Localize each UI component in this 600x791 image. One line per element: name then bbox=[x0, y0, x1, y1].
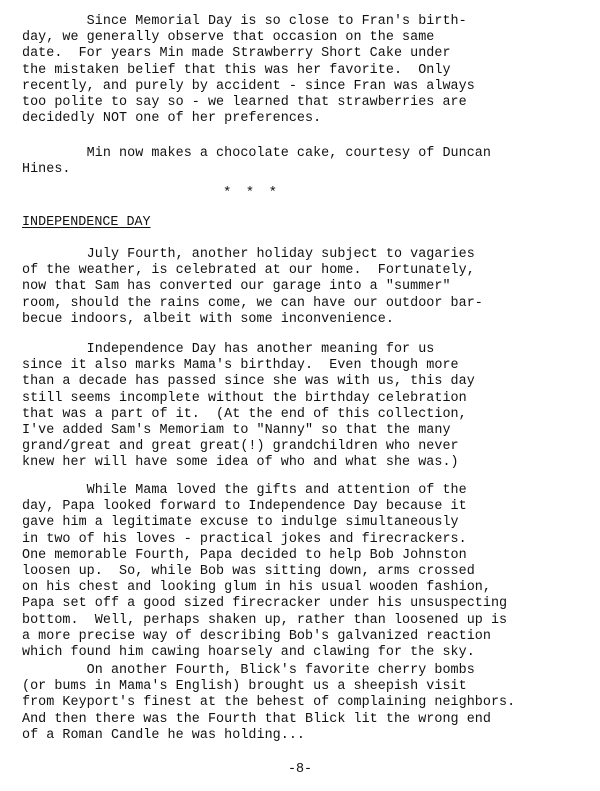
section-heading: INDEPENDENCE DAY bbox=[22, 215, 151, 230]
paragraph-chocolate-cake: Min now makes a chocolate cake, courtesy of Duncan Hines. bbox=[22, 146, 491, 178]
paragraph-cherry-bombs: On another Fourth, Blick's favorite cherry bombs (or bums in Mama's English) brought us a sheepish visit from Keyport's finest at the behest of complaining neighbors. And then there was the Fourth that Blick lit the wrong end of a Roman Candle he was holding... bbox=[22, 663, 516, 743]
paragraph-mamas-birthday: Independence Day has another meaning for us since it also marks Mama's birthday. Even though more than a decade has passed since she was with us, this day still seems incomplete without the birthday celebration that was a part of it. (At the end of this collection, I've added Sam's Memoriam to "Nanny" so that the many grand/great and great great(!) grandchildren who never knew her will have some idea of who and what she was.) bbox=[22, 342, 475, 471]
section-separator: * * * bbox=[222, 185, 277, 201]
paragraph-july-fourth: July Fourth, another holiday subject to vagaries of the weather, is celebrated at our home. Fortunately, now that Sam has converted our garage into a "summer" room, should the rains come, we can have our outdoor bar- becue indoors, albeit with some inconvenience. bbox=[22, 247, 483, 327]
paragraph-papa-firecracker: While Mama loved the gifts and attention of the day, Papa looked forward to Independence Day because it gave him a legitimate excuse to indulge simultaneously in two of his loves - practical jokes and firecrackers. One memorable Fourth, Papa decided to help Bob Johnston loosen up. So, while Bob was sitting down, arms crossed on his chest and looking glum in his usual wooden fashion, Papa set off a good sized firecracker under his unsuspecting bottom. Well, perhaps shaken up, rather than loosened up is a more precise way of describing Bob's galvanized reaction which found him cawing hoarsely and clawing for the sky. bbox=[22, 483, 508, 661]
paragraph-memorial-day: Since Memorial Day is so close to Fran's birth- day, we generally observe that occasion on the same date. For years Min made Strawberry Short Cake under the mistaken belief that this was her favorite. Only recently, and purely by accident - since Fran was always too polite to say so - we learned that strawberries are decidedly NOT one of her preferences. bbox=[22, 14, 475, 127]
page-number: -8- bbox=[287, 762, 313, 777]
